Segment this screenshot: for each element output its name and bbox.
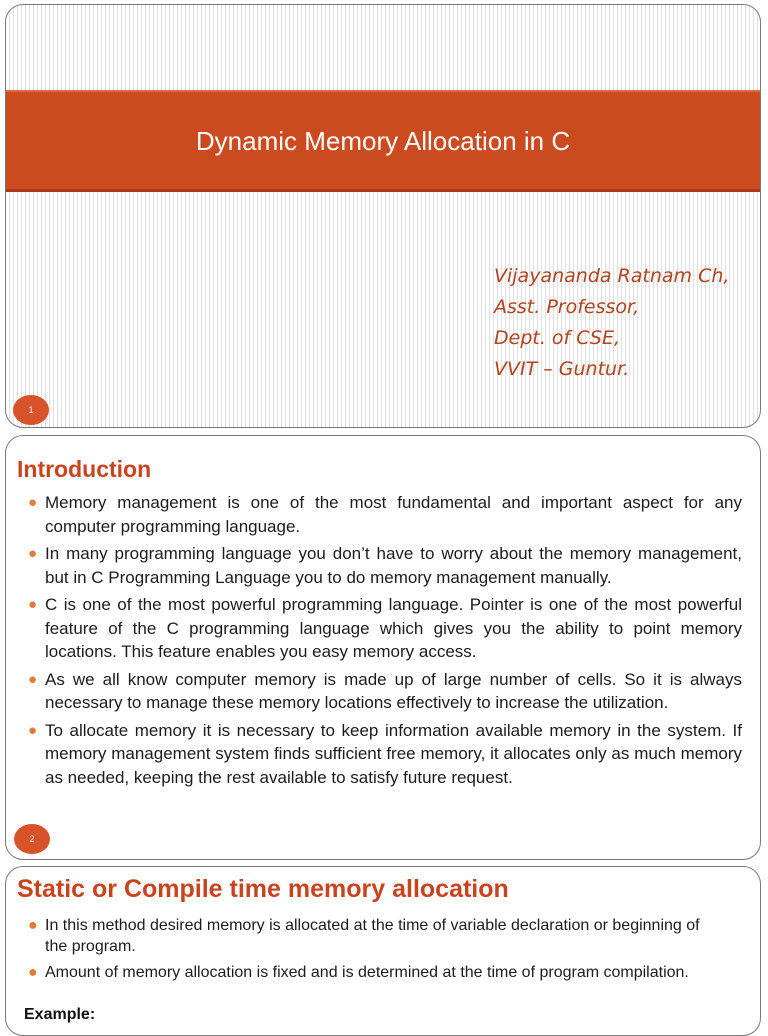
example-label: Example: <box>24 1006 96 1023</box>
bullet-text: In many programming language you don’t have to worry about the memory management, but in C Programming Language you to do memory management manually. <box>45 544 742 587</box>
bullet-text: In this method desired memory is allocated at the time of variable declaration or beginning of the program. <box>45 917 700 955</box>
bullet-text: Amount of memory allocation is fixed and is determined at the time of program compilation. <box>45 964 689 981</box>
bullet-text: C is one of the most powerful programming language. Pointer is one of the most powerful feature of the C programming language which gives you the ability to point memory locations. This feature enables you easy memory access. <box>45 595 742 661</box>
bullet-icon: ● <box>28 917 38 934</box>
list-item <box>26 491 742 538</box>
bullet-text: To allocate memory it is necessary to keep information available memory in the system. If memory management system finds sufficient free memory, it allocates only as much memory as needed, keeping the rest available to satisfy future request. <box>45 720 742 787</box>
slide-title: Dynamic Memory Allocation in C <box>195 126 571 156</box>
author-block <box>494 261 729 385</box>
title-slide <box>5 4 761 428</box>
bullet-text: As we all know computer memory is made up of large number of cells. So it is always necessary to manage these memory locations effectively to increase the utilization. <box>45 669 742 712</box>
author-name: Vijayananda Ratnam Ch, <box>494 265 730 287</box>
author-department: Dept. of CSE, <box>494 327 620 349</box>
author-institution: VVIT – Guntur. <box>494 358 630 380</box>
bullet-icon: ● <box>28 494 38 511</box>
slide-heading: Introduction <box>17 456 152 482</box>
bullet-icon: ● <box>28 596 38 613</box>
bullet-list <box>26 915 726 988</box>
list-item <box>26 915 726 957</box>
slide-heading: Static or Compile time memory allocation <box>17 875 509 903</box>
page-number-badge: 1 <box>13 395 49 425</box>
introduction-slide <box>5 435 761 860</box>
list-item <box>26 593 742 664</box>
list-item <box>26 542 742 589</box>
bullet-list <box>26 491 742 793</box>
list-item <box>26 668 742 715</box>
title-band <box>6 90 760 192</box>
bullet-icon: ● <box>28 964 38 981</box>
bullet-icon: ● <box>28 670 38 688</box>
bullet-icon: ● <box>28 721 38 739</box>
bullet-text: Memory management is one of the most fundamental and important aspect for any computer programming language. <box>45 493 742 536</box>
author-position: Asst. Professor, <box>494 296 640 318</box>
bullet-icon: ● <box>28 545 38 562</box>
page-number-badge: 2 <box>14 824 50 854</box>
static-allocation-slide <box>5 866 761 1036</box>
list-item <box>26 962 726 983</box>
list-item <box>26 719 742 790</box>
